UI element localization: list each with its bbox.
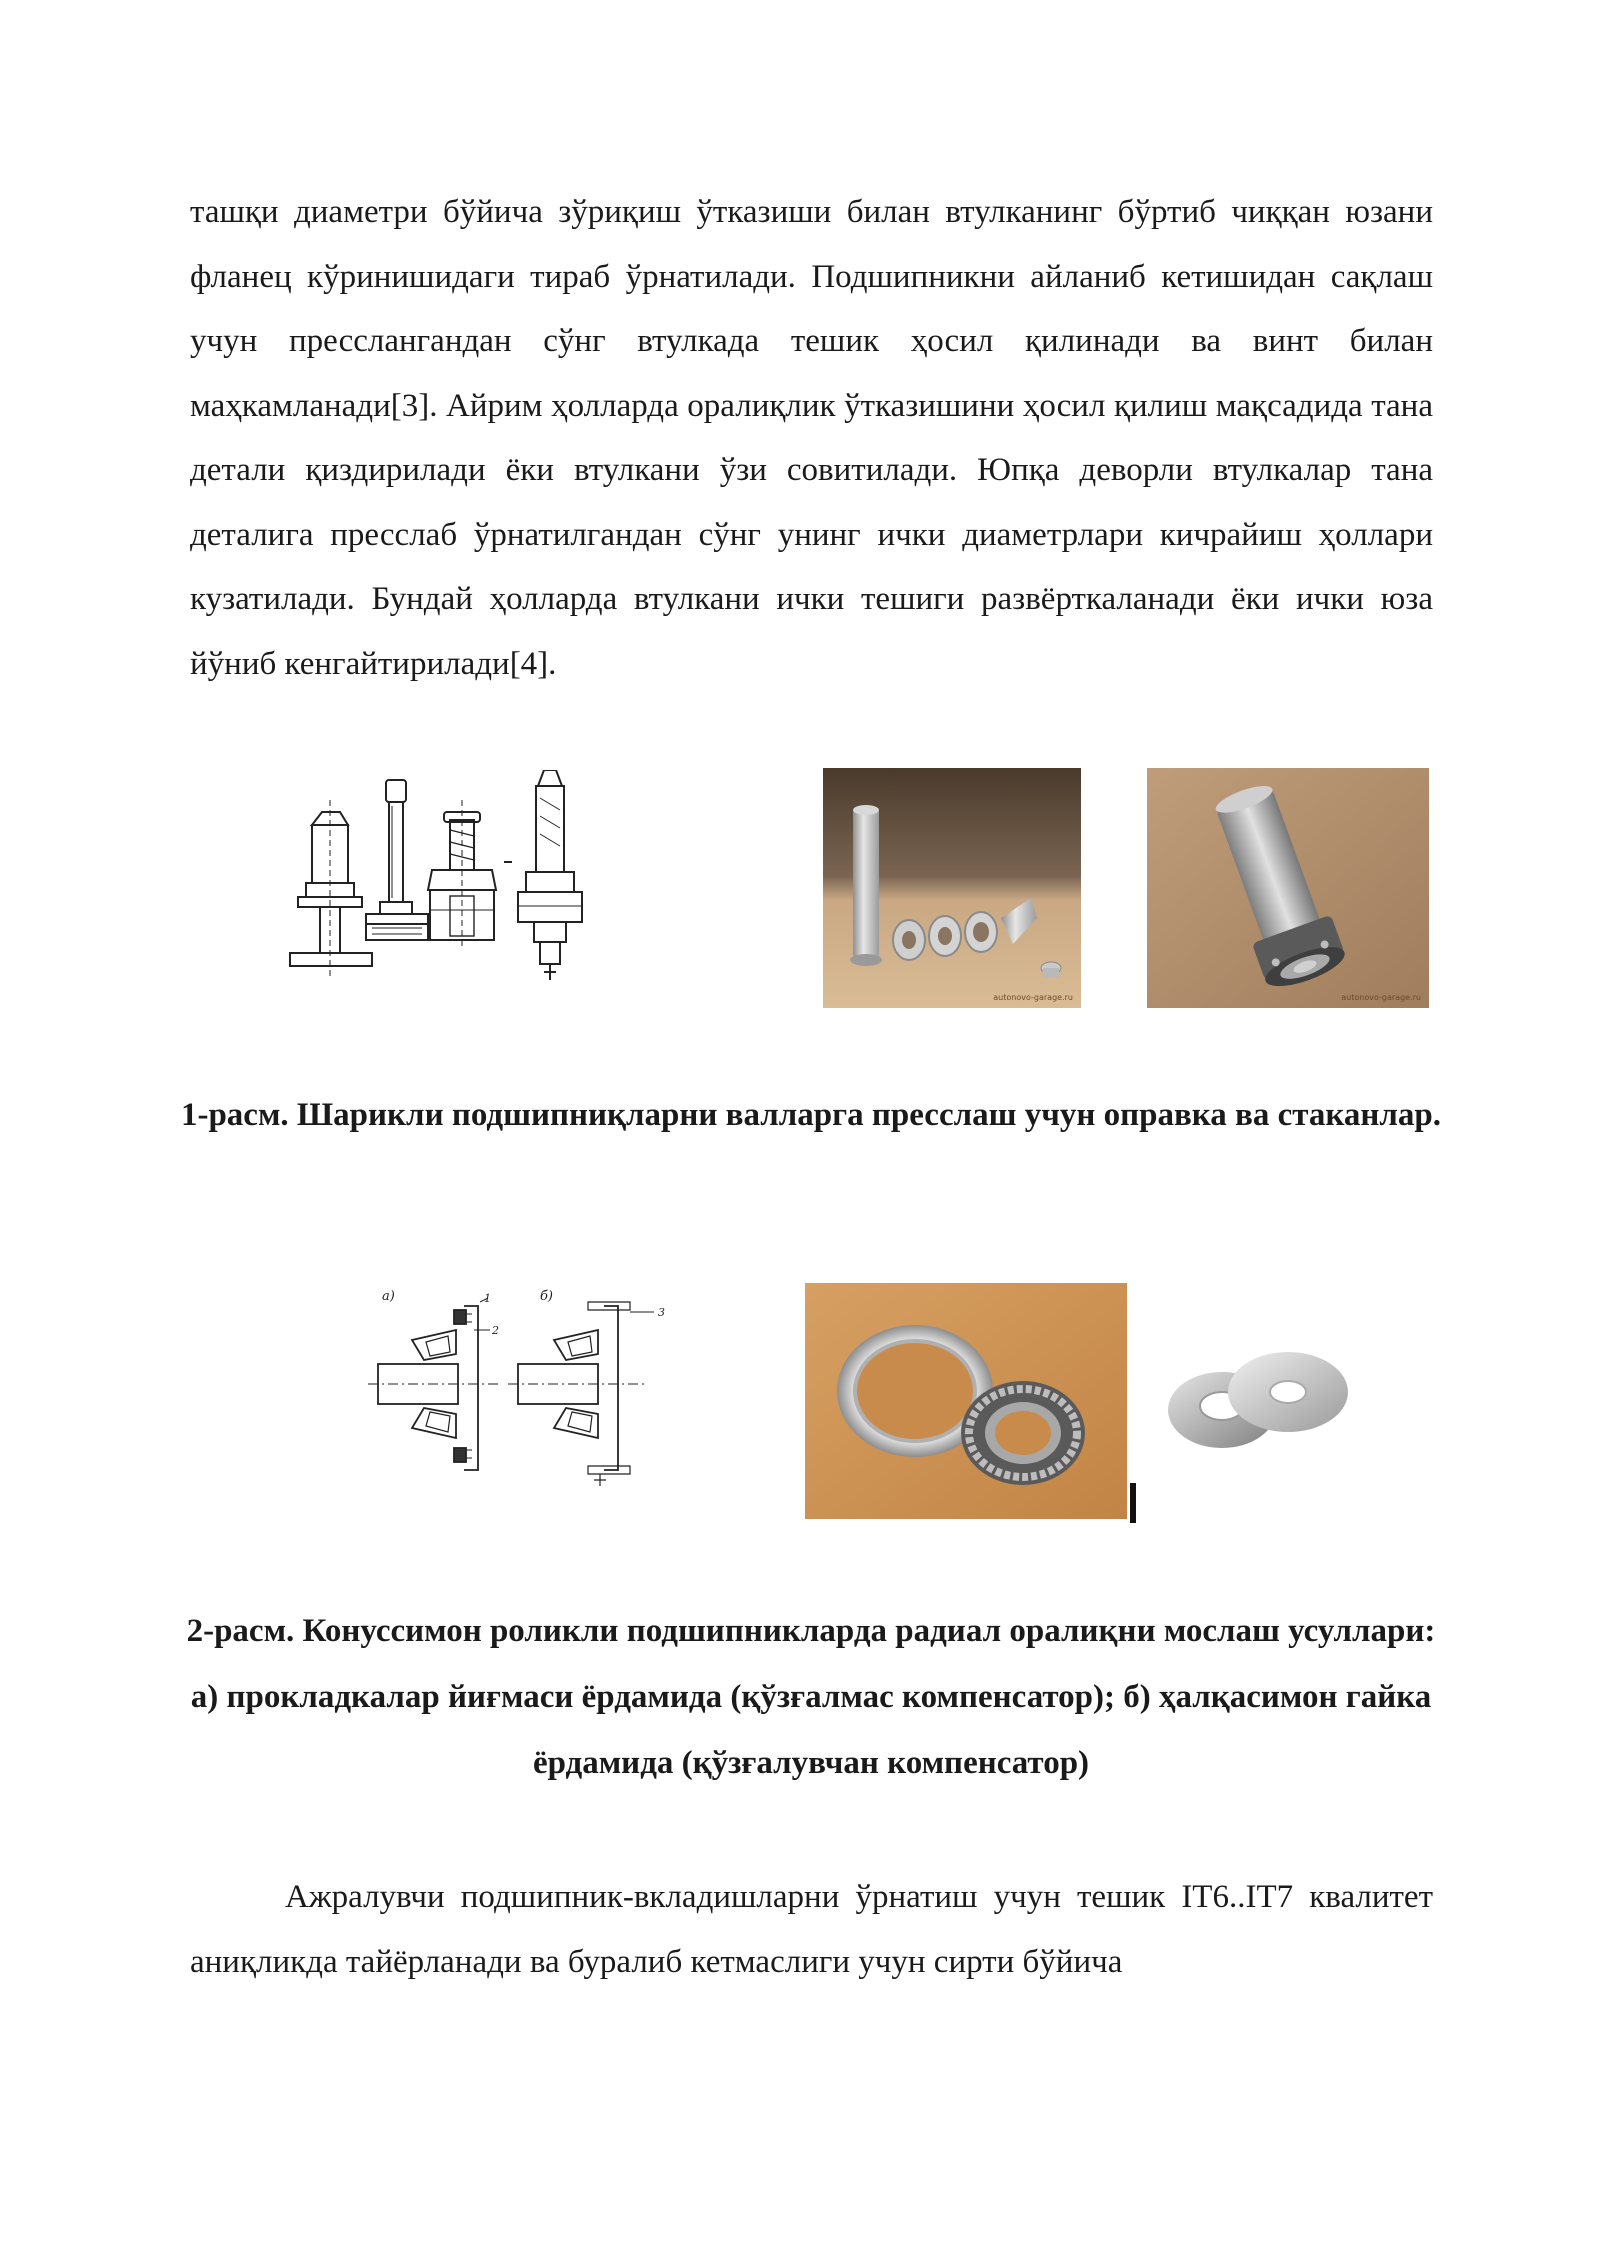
tapered-bearing-drawing xyxy=(368,1280,668,1492)
mandrels-drawing xyxy=(282,770,612,992)
mandrel-set-photo xyxy=(823,768,1081,1008)
label-a: а) xyxy=(382,1289,395,1304)
figure-1-caption: 1-расм. Шарикли подшипниқларни валларга пресслаш учун оправка ва стаканлар. xyxy=(180,1097,1442,1133)
conical-washers-photo xyxy=(1160,1330,1360,1470)
callout-2: 2 xyxy=(492,1324,499,1337)
mandrel-bearing-photo xyxy=(1147,768,1429,1008)
watermark-2: autonovo-garage.ru xyxy=(1341,993,1421,1002)
tapered-bearing-photo xyxy=(805,1283,1140,1529)
callout-1: 1 xyxy=(484,1292,491,1305)
watermark-1: autonovo-garage.ru xyxy=(993,993,1073,1002)
label-b: б) xyxy=(540,1289,554,1304)
body-paragraph-2: Ажралувчи подшипник-вкладишларни ўрнатиш учун тешик IT6..IT7 квалитет аниқликда тайёрланади ва буралиб кетмаслиги учун сирти бўйича xyxy=(190,1879,1433,1980)
callout-3: 3 xyxy=(658,1306,665,1319)
body-paragraph-1: ташқи диаметри бўйича зўриқиш ўтказиши билан втулканинг бўртиб чиққан юзани фланец кўринишидаги тираб ўрнатилади. Подшипникни айланиб кетишидан сақлаш учун пресслангандан сўнг втулкада тешик ҳосил қилинади ва винт билан маҳкамланади[3]. Айрим ҳолларда оралиқлик ўтказишини ҳосил қилиш мақсадида тана детали қиздирилади ёки втулкани ўзи совитилади. Юпқа деворли втулкалар тана деталига пресслаб ўрнатилгандан сўнг унинг ички диаметрлари кичрайиш ҳоллари кузатилади. Бундай ҳолларда втулкани ички тешиги развёрткаланади ёки ички юза йўниб кенгайтирилади[4]. xyxy=(190,194,1433,682)
figure-2-caption: 2-расм. Конуссимон роликли подшипникларда радиал оралиқни мослаш усуллари: а) прокладкалар йиғмаси ёрдамида (қўзғалмас компенсатор); б) ҳалқасимон гайка ёрдамида (қўзғалувчан компенсатор) xyxy=(186,1613,1436,1781)
